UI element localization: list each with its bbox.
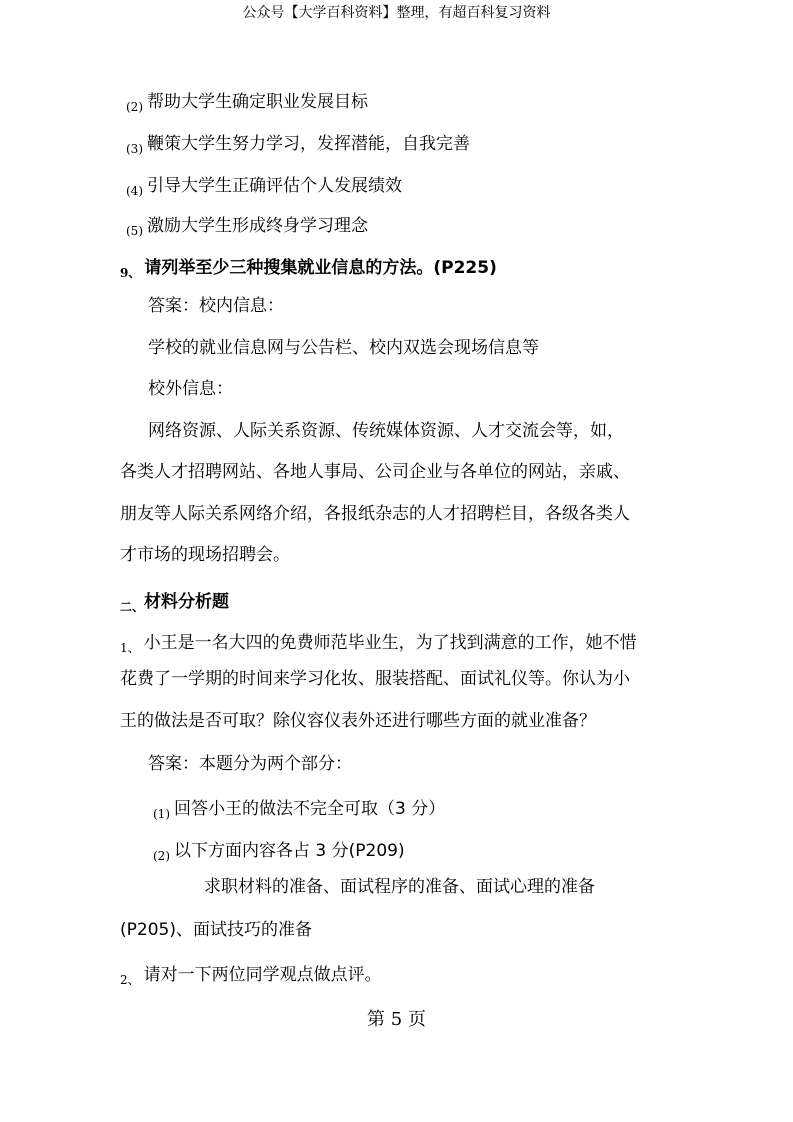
answer-inside-text: 学校的就业信息网与公告栏、校内双选会现场信息等 <box>148 338 539 358</box>
answer-paragraph-line: 各类人才招聘网站、各地人事局、公司企业与各单位的网站，亲戚、 <box>120 462 630 482</box>
list-item <box>126 132 470 161</box>
material-text: 请对一下两位同学观点做点评。 <box>143 965 382 985</box>
material-number: 2、 <box>120 973 140 987</box>
list-item <box>126 174 402 203</box>
part-number: (1) <box>153 807 170 821</box>
answer-paragraph-line: 才市场的现场招聘会。 <box>120 545 290 565</box>
material-text: 小王是一名大四的免费师范毕业生，为了找到满意的工作，她不惜 <box>143 633 637 653</box>
material-1-line: 王的做法是否可取？除仪容仪表外还进行哪些方面的就业准备？ <box>120 711 596 731</box>
answer-detail-line: 求职材料的准备、面试程序的准备、面试心理的准备 <box>204 877 595 897</box>
item-text: 帮助大学生确定职业发展目标 <box>147 92 368 112</box>
question-9 <box>120 256 497 285</box>
answer-part <box>153 797 445 826</box>
answer-detail-line: (P205)、面试技巧的准备 <box>120 920 312 940</box>
answer-paragraph-line: 朋友等人际关系网络介绍，各报纸杂志的人才招聘栏目，各级各类人 <box>120 504 630 524</box>
answer-paragraph-line: 网络资源、人际关系资源、传统媒体资源、人才交流会等，如， <box>148 421 624 441</box>
item-number: (3) <box>126 142 143 156</box>
material-number: 1、 <box>120 641 140 655</box>
page-number: 第 5 页 <box>367 1009 426 1030</box>
material-1-line <box>120 631 637 660</box>
item-number: (4) <box>126 184 143 198</box>
answer-inside-label: 答案：校内信息： <box>148 296 284 316</box>
section-heading <box>120 590 229 619</box>
item-text: 引导大学生正确评估个人发展绩效 <box>147 176 402 196</box>
answer-intro: 答案：本题分为两个部分： <box>148 754 352 774</box>
material-1-line: 花费了一学期的时间来学习化妆、服装搭配、面试礼仪等。你认为小 <box>120 669 630 689</box>
question-number: 9、 <box>120 266 141 280</box>
page-header: 公众号【大学百科资料】整理，有超百科复习资料 <box>242 5 551 21</box>
part-number: (2) <box>153 849 170 863</box>
material-2-line <box>120 963 382 992</box>
answer-outside-label: 校外信息： <box>148 379 233 399</box>
item-number: (2) <box>126 100 143 114</box>
item-text: 激励大学生形成终身学习理念 <box>147 216 368 236</box>
item-number: (5) <box>126 224 143 238</box>
section-number: 二、 <box>120 600 145 614</box>
answer-part <box>153 839 405 868</box>
question-text: 请列举至少三种搜集就业信息的方法。(P225) <box>144 258 497 278</box>
part-text: 回答小王的做法不完全可取（3 分） <box>174 799 446 819</box>
list-item <box>126 214 368 243</box>
part-text: 以下方面内容各占 3 分(P209) <box>174 841 405 861</box>
list-item <box>126 90 368 119</box>
section-title: 材料分析题 <box>144 592 230 612</box>
item-text: 鞭策大学生努力学习，发挥潜能，自我完善 <box>147 134 470 154</box>
